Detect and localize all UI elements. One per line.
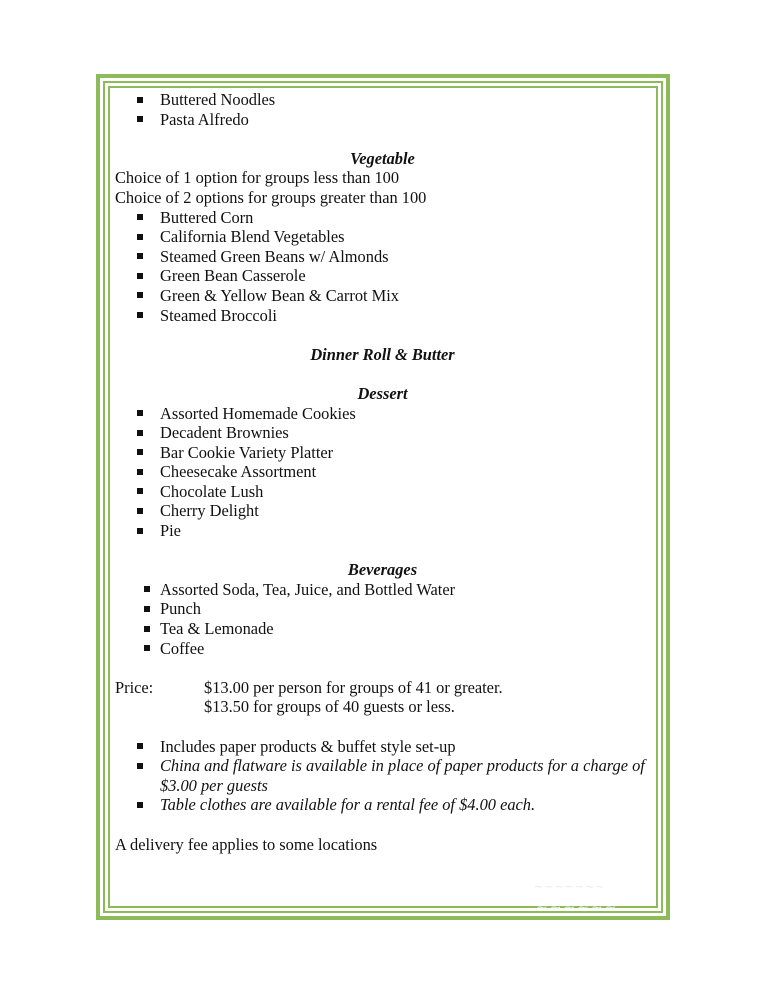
- vegetable-heading: Vegetable: [350, 148, 415, 168]
- list-item: Steamed Green Beans w/ Almonds: [115, 247, 650, 267]
- list-item: Assorted Soda, Tea, Juice, and Bottled Water: [115, 580, 650, 600]
- list-item: Bar Cookie Variety Platter: [115, 443, 650, 463]
- pasta-list: [115, 90, 650, 129]
- price-line: $13.00 per person for groups of 41 or greater.: [204, 677, 503, 697]
- list-item: Decadent Brownies: [115, 423, 650, 443]
- list-item: Pasta Alfredo: [115, 110, 650, 130]
- list-item: Green & Yellow Bean & Carrot Mix: [115, 286, 650, 306]
- price-label: Price:: [115, 677, 154, 697]
- list-item: China and flatware is available in place of paper products for a charge of $3.00 per guests: [115, 756, 650, 795]
- dessert-list: [115, 404, 650, 541]
- price-block: [115, 678, 650, 717]
- list-item: Pie: [115, 521, 650, 541]
- list-item: Buttered Noodles: [115, 90, 650, 110]
- list-item: Tea & Lemonade: [115, 619, 650, 639]
- list-item: California Blend Vegetables: [115, 227, 650, 247]
- menu-content: [115, 90, 650, 854]
- list-item: Green Bean Casserole: [115, 266, 650, 286]
- list-item: Assorted Homemade Cookies: [115, 404, 650, 424]
- list-item: Coffee: [115, 639, 650, 659]
- list-item: Punch: [115, 599, 650, 619]
- list-item: Chocolate Lush: [115, 482, 650, 502]
- list-item: Steamed Broccoli: [115, 306, 650, 326]
- list-item: Table clothes are available for a rental fee of $4.00 each.: [115, 795, 650, 815]
- price-line: $13.50 for groups of 40 guests or less.: [204, 697, 455, 717]
- list-item: Cheesecake Assortment: [115, 462, 650, 482]
- watermark: ~~~~~~~ ~~~~~~: [534, 880, 619, 916]
- delivery-note: A delivery fee applies to some locations: [115, 834, 378, 854]
- includes-list: [115, 737, 650, 815]
- vegetable-note: Choice of 2 options for groups greater than 100: [115, 187, 427, 207]
- dinner-roll-heading: Dinner Roll & Butter: [310, 344, 455, 364]
- vegetable-note: Choice of 1 option for groups less than 100: [115, 168, 400, 188]
- beverages-heading: Beverages: [347, 560, 418, 580]
- list-item: Cherry Delight: [115, 501, 650, 521]
- list-item: Buttered Corn: [115, 208, 650, 228]
- list-item: Includes paper products & buffet style set-up: [115, 737, 650, 757]
- vegetable-list: [115, 208, 650, 326]
- dessert-heading: Dessert: [357, 383, 408, 403]
- beverages-list: [115, 580, 650, 658]
